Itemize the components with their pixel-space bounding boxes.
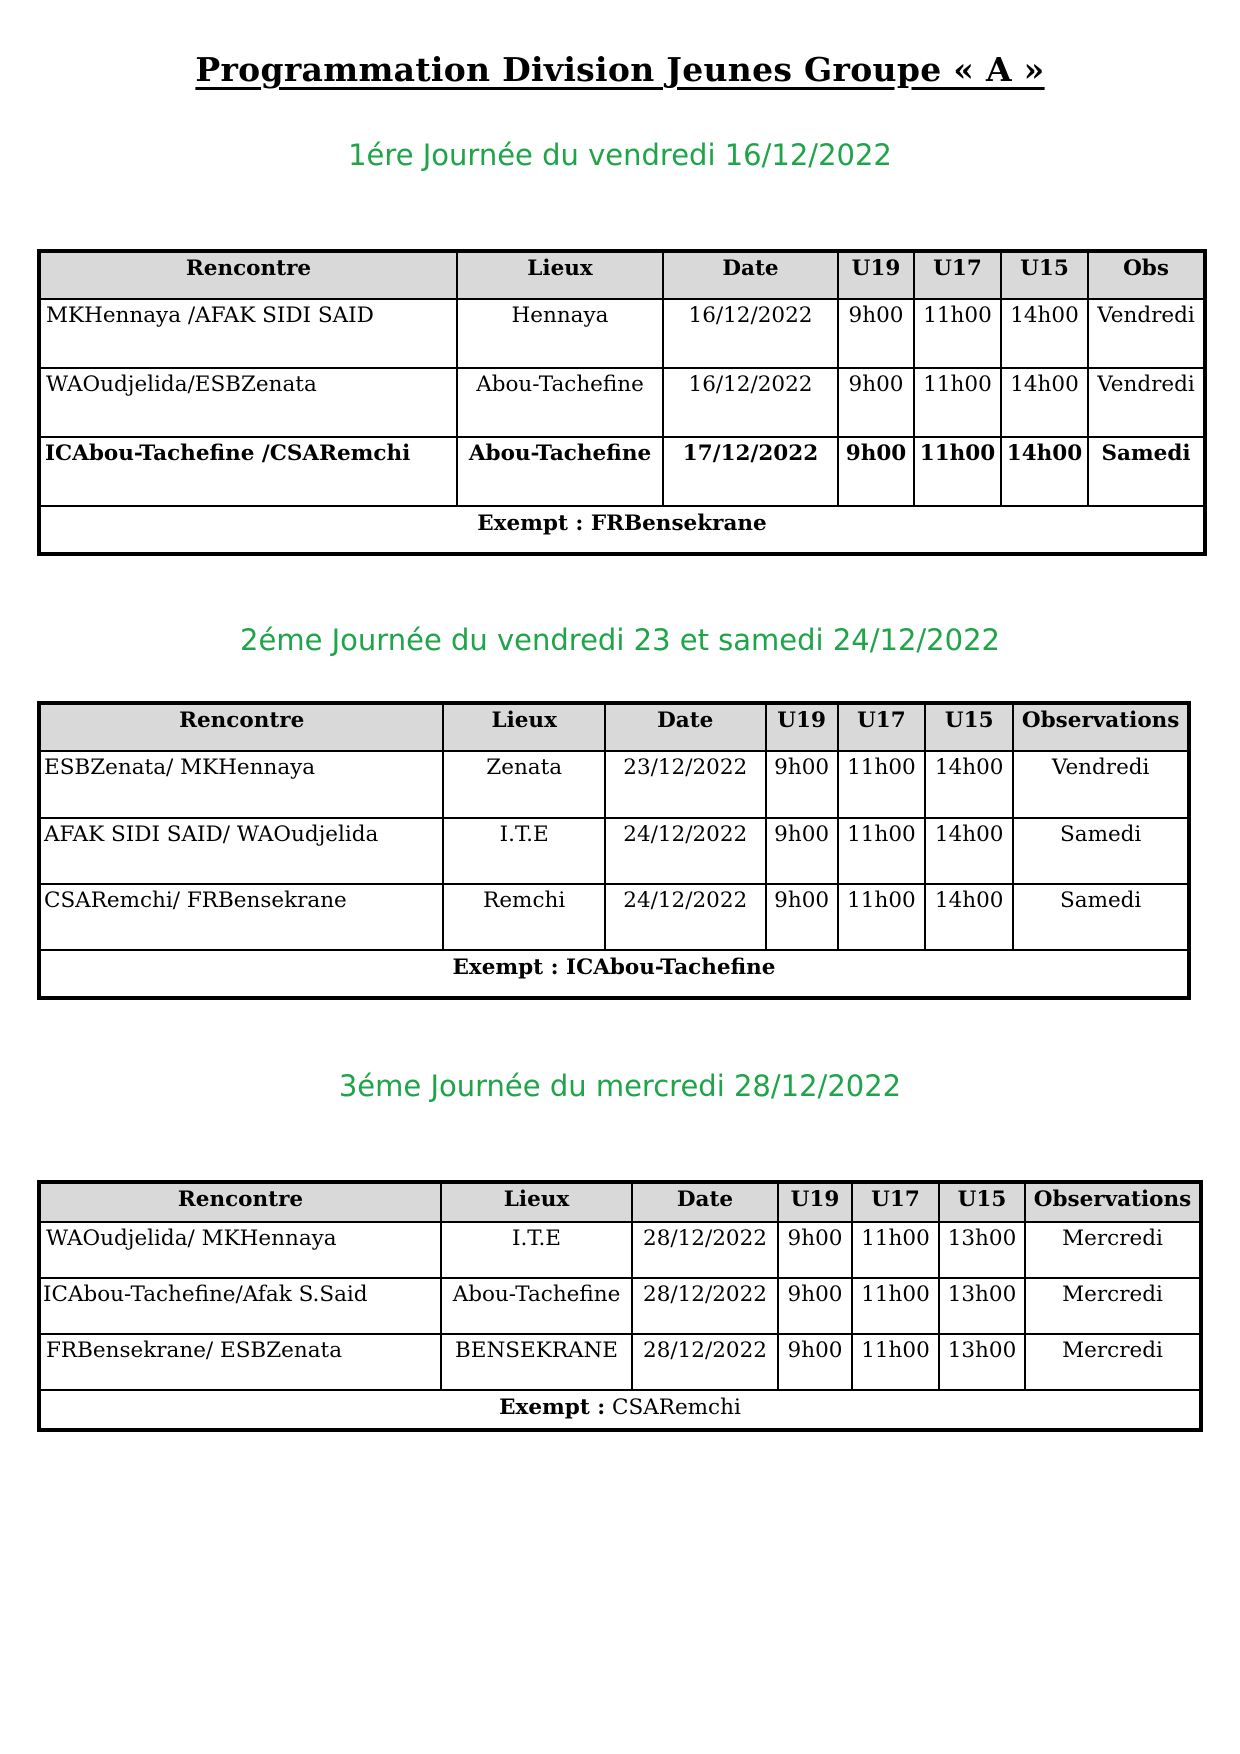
u15-time-cell: 14h00: [1001, 368, 1088, 437]
match-cell: WAOudjelida/ MKHennaya: [39, 1222, 441, 1278]
col-header-date: Date: [605, 703, 766, 751]
exempt-row: [39, 1390, 1201, 1430]
col-header-u19: U19: [766, 703, 838, 751]
u17-time-cell: 11h00: [838, 818, 925, 884]
exempt-cell: [39, 950, 1189, 998]
obs-cell: Vendredi: [1088, 368, 1205, 437]
table-header-row: [39, 251, 1205, 299]
table-row: [39, 299, 1205, 368]
col-header-lieux: Lieux: [457, 251, 663, 299]
table-row: [39, 1222, 1201, 1278]
u17-time-cell: 11h00: [914, 299, 1001, 368]
obs-cell: Samedi: [1088, 437, 1205, 506]
date-cell: 16/12/2022: [663, 299, 838, 368]
date-cell: 24/12/2022: [605, 884, 766, 950]
u17-time-cell: 11h00: [852, 1278, 939, 1334]
u15-time-cell: 14h00: [1001, 299, 1088, 368]
u15-time-cell: 14h00: [925, 751, 1013, 818]
u19-time-cell: 9h00: [778, 1334, 852, 1390]
day3-heading: 3éme Journée du mercredi 28/12/2022: [338, 1069, 902, 1103]
exempt-team: FRBensekrane: [590, 511, 767, 536]
day2-schedule-table: [37, 701, 1191, 1000]
u19-time-cell: 9h00: [766, 818, 838, 884]
match-cell: MKHennaya /AFAK SIDI SAID: [39, 299, 457, 368]
obs-cell: Samedi: [1013, 884, 1189, 950]
day1-heading: 1ére Journée du vendredi 16/12/2022: [348, 138, 892, 172]
venue-cell: I.T.E: [443, 818, 605, 884]
match-cell: AFAK SIDI SAID/ WAOudjelida: [39, 818, 443, 884]
day1-schedule-table: [37, 249, 1207, 556]
match-cell: WAOudjelida/ESBZenata: [39, 368, 457, 437]
exempt-cell: [39, 506, 1205, 554]
date-cell: 24/12/2022: [605, 818, 766, 884]
venue-cell: I.T.E: [441, 1222, 632, 1278]
obs-cell: Mercredi: [1025, 1278, 1201, 1334]
col-header-u15: U15: [939, 1182, 1025, 1222]
col-header-u17: U17: [914, 251, 1001, 299]
date-cell: 17/12/2022: [663, 437, 838, 506]
u17-time-cell: 11h00: [838, 884, 925, 950]
match-cell: ESBZenata/ MKHennaya: [39, 751, 443, 818]
exempt-team: ICAbou-Tachefine: [566, 955, 776, 980]
obs-cell: Mercredi: [1025, 1334, 1201, 1390]
exempt-row: [39, 506, 1205, 554]
col-header-rencontre: Rencontre: [39, 1182, 441, 1222]
u17-time-cell: 11h00: [914, 368, 1001, 437]
match-cell: CSARemchi/ FRBensekrane: [39, 884, 443, 950]
col-header-u17: U17: [852, 1182, 939, 1222]
day2-heading: 2éme Journée du vendredi 23 et samedi 24/12/2022: [240, 623, 1000, 657]
u15-time-cell: 14h00: [925, 818, 1013, 884]
col-header-u17: U17: [838, 703, 925, 751]
venue-cell: Abou-Tachefine: [457, 437, 663, 506]
u19-time-cell: 9h00: [838, 368, 914, 437]
table-header-row: [39, 1182, 1201, 1222]
date-cell: 28/12/2022: [632, 1278, 778, 1334]
col-header-observations: Observations: [1025, 1182, 1201, 1222]
u17-time-cell: 11h00: [838, 751, 925, 818]
table-row: [39, 884, 1189, 950]
exempt-cell: [39, 1390, 1201, 1430]
col-header-u19: U19: [838, 251, 914, 299]
venue-cell: Hennaya: [457, 299, 663, 368]
venue-cell: Zenata: [443, 751, 605, 818]
col-header-lieux: Lieux: [441, 1182, 632, 1222]
obs-cell: Samedi: [1013, 818, 1189, 884]
u15-time-cell: 14h00: [1001, 437, 1088, 506]
col-header-observations: Observations: [1013, 703, 1189, 751]
date-cell: 28/12/2022: [632, 1334, 778, 1390]
obs-cell: Mercredi: [1025, 1222, 1201, 1278]
exempt-row: [39, 950, 1189, 998]
date-cell: 23/12/2022: [605, 751, 766, 818]
table-row: [39, 818, 1189, 884]
col-header-obs: Obs: [1088, 251, 1205, 299]
col-header-rencontre: Rencontre: [39, 703, 443, 751]
col-header-u19: U19: [778, 1182, 852, 1222]
date-cell: 16/12/2022: [663, 368, 838, 437]
venue-cell: Remchi: [443, 884, 605, 950]
table-row: [39, 1334, 1201, 1390]
venue-cell: Abou-Tachefine: [441, 1278, 632, 1334]
page-title-container: [0, 50, 1240, 89]
obs-cell: Vendredi: [1013, 751, 1189, 818]
u15-time-cell: 14h00: [925, 884, 1013, 950]
u19-time-cell: 9h00: [838, 299, 914, 368]
table-row: [39, 1278, 1201, 1334]
u19-time-cell: 9h00: [766, 884, 838, 950]
date-cell: 28/12/2022: [632, 1222, 778, 1278]
u15-time-cell: 13h00: [939, 1334, 1025, 1390]
col-header-rencontre: Rencontre: [39, 251, 457, 299]
col-header-u15: U15: [925, 703, 1013, 751]
day3-schedule-table: [37, 1180, 1203, 1432]
col-header-lieux: Lieux: [443, 703, 605, 751]
u19-time-cell: 9h00: [838, 437, 914, 506]
exempt-label: Exempt :: [499, 1395, 606, 1420]
u19-time-cell: 9h00: [778, 1278, 852, 1334]
u17-time-cell: 11h00: [852, 1334, 939, 1390]
exempt-label: Exempt :: [477, 511, 584, 536]
col-header-u15: U15: [1001, 251, 1088, 299]
match-cell: ICAbou-Tachefine /CSARemchi: [39, 437, 457, 506]
u15-time-cell: 13h00: [939, 1222, 1025, 1278]
exempt-label: Exempt :: [452, 955, 559, 980]
match-cell: FRBensekrane/ ESBZenata: [39, 1334, 441, 1390]
obs-cell: Vendredi: [1088, 299, 1205, 368]
table-header-row: [39, 703, 1189, 751]
venue-cell: Abou-Tachefine: [457, 368, 663, 437]
u17-time-cell: 11h00: [852, 1222, 939, 1278]
col-header-date: Date: [663, 251, 838, 299]
table-row: [39, 437, 1205, 506]
table-row: [39, 368, 1205, 437]
venue-cell: BENSEKRANE: [441, 1334, 632, 1390]
page-title: Programmation Division Jeunes Groupe « A »: [195, 50, 1045, 89]
u17-time-cell: 11h00: [914, 437, 1001, 506]
table-row: [39, 751, 1189, 818]
u15-time-cell: 13h00: [939, 1278, 1025, 1334]
match-cell: ICAbou-Tachefine/Afak S.Said: [39, 1278, 441, 1334]
exempt-team: CSARemchi: [612, 1395, 741, 1420]
col-header-date: Date: [632, 1182, 778, 1222]
u19-time-cell: 9h00: [766, 751, 838, 818]
u19-time-cell: 9h00: [778, 1222, 852, 1278]
